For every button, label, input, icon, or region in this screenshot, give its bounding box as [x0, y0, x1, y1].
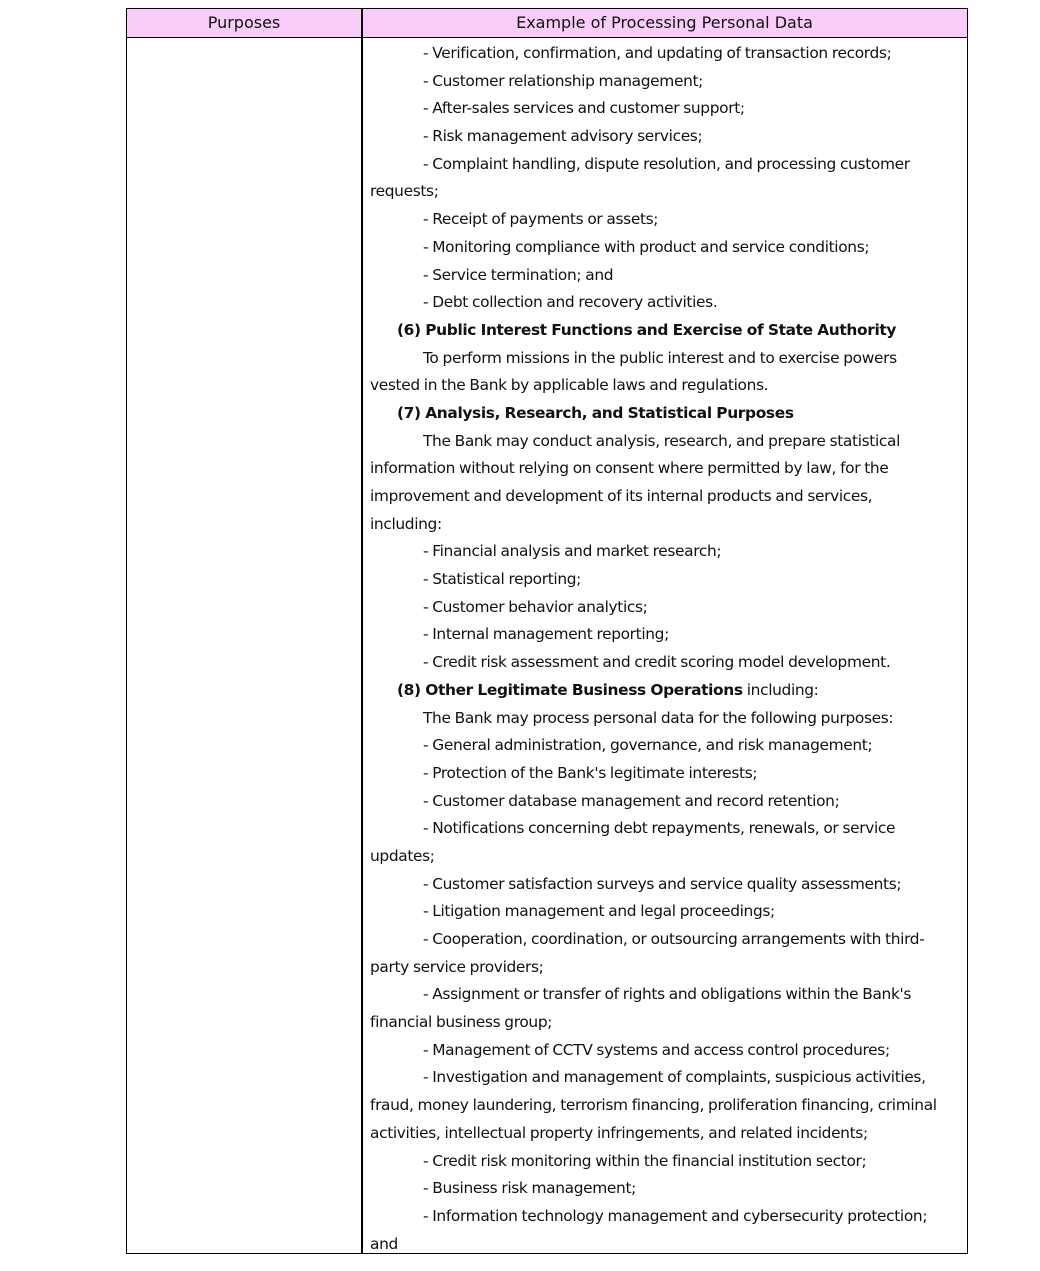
section-heading	[370, 317, 950, 345]
header-purposes: Purposes	[207, 13, 281, 32]
bullet-line	[370, 815, 950, 843]
bullet-line	[370, 40, 950, 68]
line-text: improvement and development of its internal products and services,	[370, 487, 873, 505]
line-text: party service providers;	[370, 957, 544, 976]
line-text: - Debt collection and recovery activities.	[423, 293, 718, 312]
line-text: - Business risk management;	[423, 1179, 636, 1198]
line-text: information without relying on consent where permitted by law, for the	[370, 459, 889, 478]
line-text: - Information technology management and cybersecurity protection;	[423, 1206, 928, 1225]
text-line	[370, 372, 950, 400]
line-text: - Financial analysis and market research;	[423, 542, 722, 561]
line-text: - Notifications concerning debt repayments, renewals, or service	[423, 819, 896, 838]
line-text: - Complaint handling, dispute resolution, and processing customer	[423, 154, 910, 173]
bullet-line	[370, 566, 950, 594]
line-text: - General administration, governance, and risk management;	[423, 736, 873, 755]
section-heading-text: (7) Analysis, Research, and Statistical Purposes	[397, 403, 794, 422]
text-line	[370, 954, 950, 982]
text-line	[370, 345, 950, 373]
line-text: - Customer behavior analytics;	[423, 597, 648, 616]
bullet-line	[370, 594, 950, 622]
line-text: - Credit risk monitoring within the financial institution sector;	[423, 1151, 867, 1170]
line-text: updates;	[370, 846, 435, 865]
line-text: - Customer relationship management;	[423, 71, 703, 90]
line-text: - Customer satisfaction surveys and service quality assessments;	[423, 874, 902, 893]
text-line	[370, 1120, 950, 1148]
line-text: - Risk management advisory services;	[423, 127, 703, 146]
line-text: requests;	[370, 182, 439, 201]
text-line	[370, 1092, 950, 1120]
text-line	[370, 455, 950, 483]
bullet-line	[370, 95, 950, 123]
bullet-line	[370, 234, 950, 262]
line-text: - After-sales services and customer support;	[423, 99, 745, 118]
column-divider	[361, 9, 363, 1253]
line-text: - Protection of the Bank's legitimate interests;	[423, 763, 758, 782]
line-text: fraud, money laundering, terrorism financing, proliferation financing, criminal	[370, 1096, 937, 1115]
line-text: To perform missions in the public interest and to exercise powers	[423, 348, 897, 367]
line-text: - Management of CCTV systems and access control procedures;	[423, 1040, 890, 1059]
table-header-row	[127, 9, 967, 38]
purposes-table	[126, 8, 968, 1254]
bullet-line	[370, 68, 950, 96]
line-text: financial business group;	[370, 1013, 553, 1032]
bullet-line	[370, 151, 950, 179]
line-text: - Receipt of payments or assets;	[423, 210, 659, 229]
bullet-line	[370, 206, 950, 234]
section-heading-text: (8) Other Legitimate Business Operations	[397, 680, 743, 699]
bullet-line	[370, 732, 950, 760]
bullet-line	[370, 289, 950, 317]
bullet-line	[370, 788, 950, 816]
text-line	[370, 1009, 950, 1037]
line-text: - Credit risk assessment and credit scoring model development.	[423, 653, 891, 672]
bullet-line	[370, 621, 950, 649]
line-text: - Statistical reporting;	[423, 570, 581, 589]
bullet-line	[370, 262, 950, 290]
line-text: - Verification, confirmation, and updating of transaction records;	[423, 44, 892, 62]
line-text: - Monitoring compliance with product and service conditions;	[423, 237, 870, 256]
bullet-line	[370, 123, 950, 151]
line-text: The Bank may process personal data for the following purposes:	[423, 708, 894, 727]
bullet-line	[370, 926, 950, 954]
section-heading	[370, 677, 950, 705]
bullet-line	[370, 1037, 950, 1065]
line-text: - Service termination; and	[423, 265, 614, 284]
example-cell	[370, 40, 950, 1258]
text-line	[370, 483, 950, 511]
bullet-line	[370, 1148, 950, 1176]
bullet-line	[370, 649, 950, 677]
bullet-line	[370, 871, 950, 899]
text-line	[370, 511, 950, 539]
bullet-line	[370, 1175, 950, 1203]
line-text: - Internal management reporting;	[423, 625, 669, 644]
line-text: - Customer database management and record retention;	[423, 791, 840, 810]
text-line	[370, 843, 950, 871]
bullet-line	[370, 760, 950, 788]
bullet-line	[370, 538, 950, 566]
bullet-line	[370, 898, 950, 926]
line-text: - Assignment or transfer of rights and obligations within the Bank's	[423, 985, 912, 1004]
section-heading	[370, 400, 950, 428]
text-line	[370, 705, 950, 733]
text-line	[370, 428, 950, 456]
header-example: Example of Processing Personal Data	[516, 13, 813, 32]
line-text: The Bank may conduct analysis, research, and prepare statistical	[423, 431, 901, 450]
line-text: - Cooperation, coordination, or outsourcing arrangements with third-	[423, 930, 925, 948]
line-text: activities, intellectual property infringements, and related incidents;	[370, 1123, 868, 1142]
section-heading-text: (6) Public Interest Functions and Exercise of State Authority	[397, 320, 897, 339]
line-text: - Litigation management and legal proceedings;	[423, 902, 775, 921]
line-text: - Investigation and management of complaints, suspicious activities,	[423, 1068, 926, 1087]
bullet-line	[370, 981, 950, 1009]
bullet-line	[370, 1203, 950, 1231]
line-text: vested in the Bank by applicable laws and regulations.	[370, 376, 769, 395]
bullet-line	[370, 1064, 950, 1092]
line-text: including:	[370, 514, 442, 533]
line-text: and	[370, 1234, 398, 1253]
text-line	[370, 178, 950, 206]
line-text: including:	[742, 680, 819, 699]
text-line	[370, 1231, 950, 1259]
